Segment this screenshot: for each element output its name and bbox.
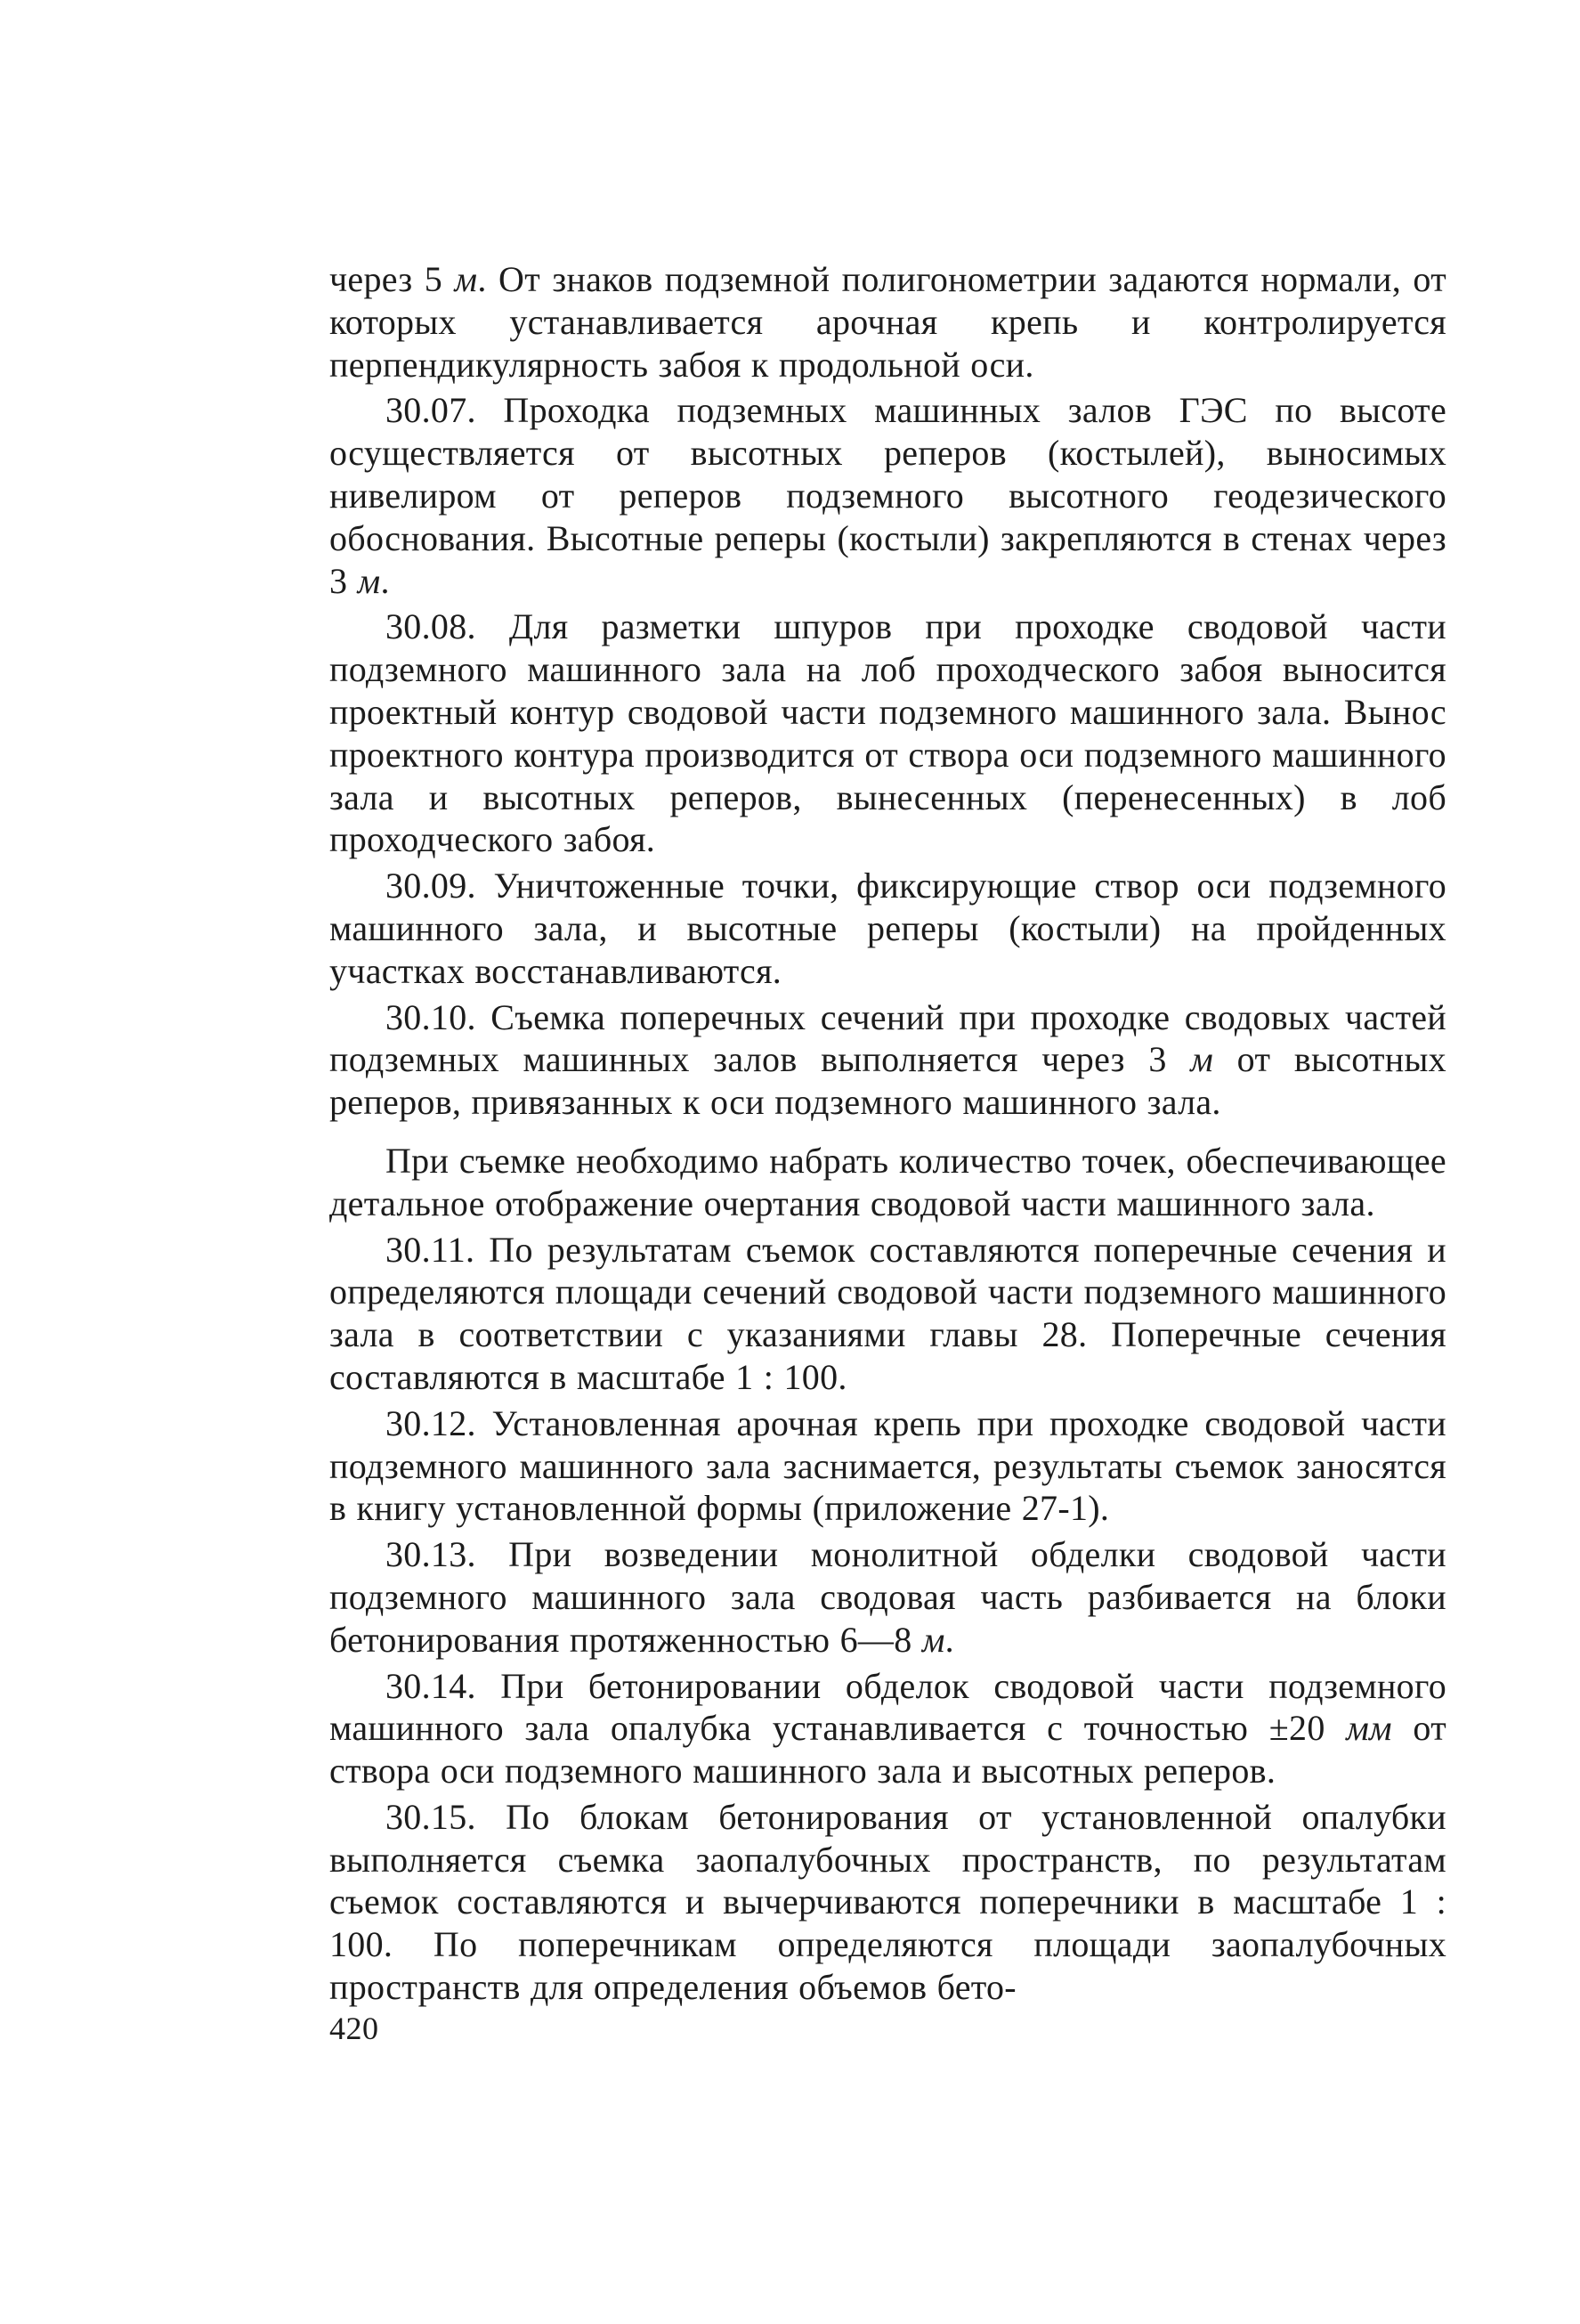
paragraph-text: При съемке необходимо набрать количество точек, обеспечивающее детальное отображение очертания сводовой части машинного зала. [329, 1140, 1446, 1223]
paragraph-30-10 [329, 996, 1446, 1124]
paragraph-30-07 [329, 389, 1446, 602]
paragraph-text: 30.07. Проходка подземных машинных залов ГЭС по высоте осуществляется от высотных реперов (костылей), выносимых нивелиром от реперов подземного высотного геодезического обоснования. Высотные реперы (костыли) закрепляются в стенах через 3 [329, 390, 1446, 601]
paragraph-text: 30.12. Установленная арочная крепь при проходке сводовой части подземного машинного зала заснимается, результаты съемок заносятся в книгу установленной формы (приложение 27-1). [329, 1402, 1446, 1529]
paragraph-30-08 [329, 605, 1446, 861]
paragraph-text: 30.15. По блокам бетонирования от установленной опалубки выполняется съемка заопалубочных пространств, по результатам съемок составляются и вычерчиваются поперечники в масштабе 1 : 100. По поперечникам определяются площади заопалубочных пространств для определения объемов бето- [329, 1796, 1446, 2008]
paragraph-text: 30.08. Для разметки шпуров при проходке сводовой части подземного машинного зала на лоб проходческого забоя выносится проектный контур сводовой части подземного машинного зала. Вынос проектного контура производится от створа оси подземного машинного зала и высотных реперов, вынесенных (перенесенных) в лоб проходческого забоя. [329, 606, 1446, 860]
paragraph-text: 30.10. Съемка поперечных сечений при проходке сводовых частей подземных машинных залов выполняется через 3 [329, 996, 1446, 1080]
paragraph-cont [329, 258, 1446, 386]
page-body [329, 258, 1446, 2009]
paragraph-text: . [944, 1619, 954, 1660]
paragraph-text: 30.14. При бетонировании обделок сводовой части подземного машинного зала опалубка устанавливается с точностью ±20 [329, 1665, 1446, 1749]
unit-italic: м [357, 560, 381, 601]
unit-italic: мм [1346, 1708, 1392, 1749]
page-number: 420 [329, 2011, 379, 2046]
paragraph-text: . От знаков подземной полигонометрии задаются нормали, от которых устанавливается арочная крепь и контролируется перпендикулярность забоя к продольной оси. [329, 259, 1446, 385]
unit-italic: м [454, 259, 478, 299]
paragraph-text: от высотных реперов, привязанных к оси подземного машинного зала. [329, 1039, 1446, 1123]
paragraph-30-10-cont [329, 1140, 1446, 1225]
paragraph-text: от створа оси подземного машинного зала и высотных реперов. [329, 1708, 1446, 1792]
paragraph-30-13 [329, 1533, 1446, 1661]
paragraph-text: 30.13. При возведении монолитной обделки сводовой части подземного машинного зала сводовая часть разбивается на блоки бетонирования протяженностью 6—8 [329, 1534, 1446, 1660]
unit-italic: м [921, 1619, 945, 1660]
paragraph-30-15 [329, 1796, 1446, 2009]
paragraph-text: 30.11. По результатам съемок составляются поперечные сечения и определяются площади сечений сводовой части подземного машинного зала в соответствии с указаниями главы 28. Поперечные сечения составляются в масштабе 1 : 100. [329, 1229, 1446, 1397]
paragraph-30-14 [329, 1665, 1446, 1792]
paragraph-30-09 [329, 865, 1446, 992]
paragraph-text: . [380, 560, 390, 601]
paragraph-text: через 5 [329, 259, 455, 299]
paragraph-30-11 [329, 1229, 1446, 1399]
paragraph-30-12 [329, 1402, 1446, 1530]
unit-italic: м [1190, 1039, 1214, 1080]
paragraph-text: 30.09. Уничтоженные точки, фиксирующие створ оси подземного машинного зала, и высотные реперы (костыли) на пройденных участках восстанавливаются. [329, 865, 1446, 991]
